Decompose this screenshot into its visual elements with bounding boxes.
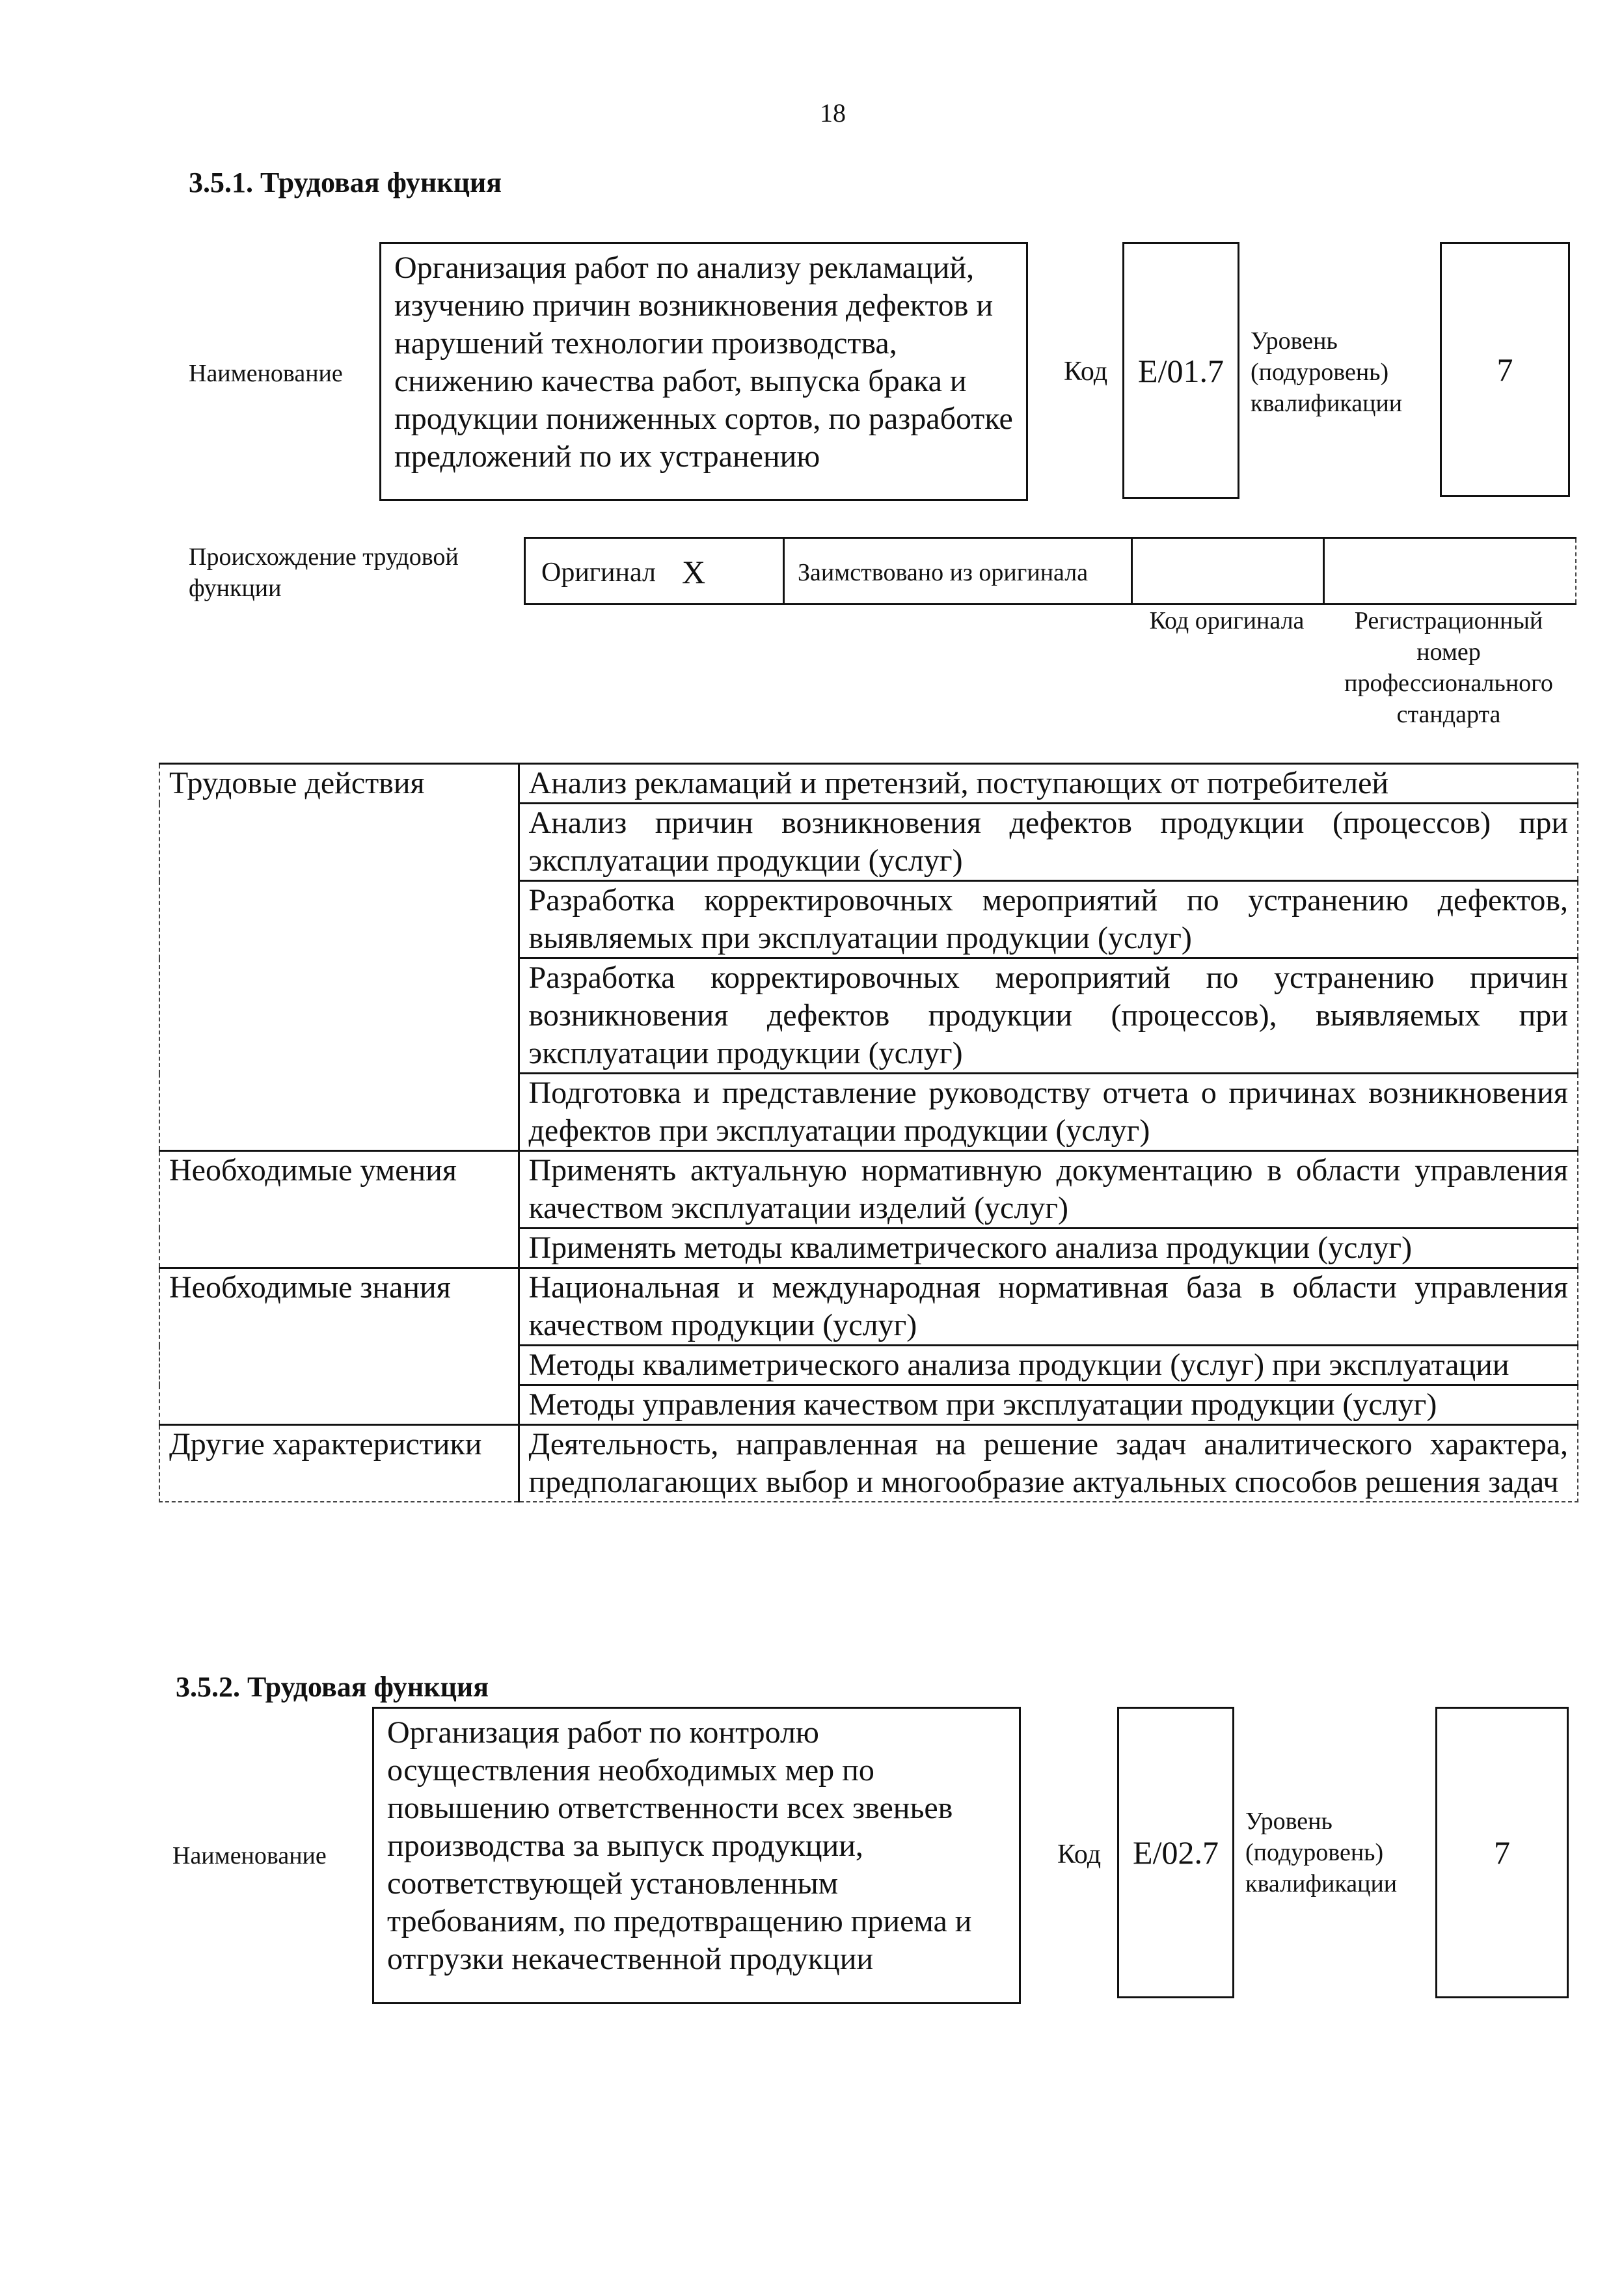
row-header-skills: Необходимые умения — [159, 1151, 519, 1268]
table-cell: Национальная и международная нормативная база в области управления качеством продукции (услуг) — [519, 1268, 1578, 1346]
function-details-table — [159, 763, 1578, 1502]
origin-label: Происхождение трудовой функции — [189, 543, 459, 602]
level-label-2: Уровень (подуровень) квалификации — [1245, 1808, 1398, 1897]
table-cell: Разработка корректировочных мероприятий по устранению дефектов, выявляемых при эксплуатации продукции (услуг) — [519, 881, 1578, 958]
table-cell: Применять методы квалиметрического анализа продукции (услуг) — [519, 1229, 1578, 1268]
code-value-box-1: E/01.7 — [1122, 242, 1239, 499]
table-cell: Методы управления качеством при эксплуатации продукции (услуг) — [519, 1385, 1578, 1425]
origin-reg-cell — [1325, 539, 1577, 603]
function-name-box-2: Организация работ по контролю осуществления необходимых мер по повышению ответственности всех звеньев производства за выпуск продукции, соответствующей установленным требованиям, по предотвращению приема и отгрузки некачественной продукции — [372, 1707, 1021, 2004]
original-mark: X — [682, 554, 706, 590]
table-cell: Подготовка и представление руководству отчета о причинах возникновения дефектов при эксплуатации продукции (услуг) — [519, 1074, 1578, 1151]
table-cell: Методы квалиметрического анализа продукции (услуг) при эксплуатации — [519, 1346, 1578, 1385]
borrowed-label: Заимствовано из оригинала — [798, 559, 1089, 586]
reg-number-caption: Регистрационный номер профессионального стандарта — [1344, 607, 1553, 728]
table-cell: Анализ рекламаций и претензий, поступающих от потребителей — [519, 764, 1578, 804]
table-row — [159, 764, 1578, 804]
origin-original-cell — [526, 539, 785, 603]
level-value-box-1: 7 — [1440, 242, 1570, 497]
origin-table — [524, 537, 1577, 605]
original-label: Оригинал — [541, 558, 656, 588]
section-title-2: 3.5.2. Трудовая функция — [176, 1671, 489, 1703]
table-row — [159, 1425, 1578, 1502]
table-row — [159, 1268, 1578, 1346]
name-label-2: Наименование — [172, 1842, 327, 1869]
table-row — [159, 1151, 1578, 1229]
table-cell: Разработка корректировочных мероприятий по устранению причин возникновения дефектов продукции (процессов), выявляемых при эксплуатации продукции (услуг) — [519, 958, 1578, 1074]
row-header-knowledge: Необходимые знания — [159, 1268, 519, 1425]
name-label-1: Наименование — [189, 360, 343, 387]
code-original-caption: Код оригинала — [1149, 607, 1305, 634]
level-label-1: Уровень (подуровень) квалификации — [1251, 327, 1403, 417]
origin-code-cell — [1133, 539, 1325, 603]
code-label-2: Код — [1057, 1840, 1102, 1869]
section-title-1: 3.5.1. Трудовая функция — [189, 167, 502, 198]
function-name-box-1: Организация работ по анализу рекламаций, изучению причин возникновения дефектов и нарушений технологии производства, снижению качества работ, выпуска брака и продукции пониженных сортов, по разработке предложений по их устранению — [379, 242, 1028, 501]
row-header-actions: Трудовые действия — [159, 764, 519, 1151]
table-cell: Применять актуальную нормативную документацию в области управления качеством эксплуатации изделий (услуг) — [519, 1151, 1578, 1229]
table-cell: Анализ причин возникновения дефектов продукции (процессов) при эксплуатации продукции (услуг) — [519, 804, 1578, 881]
code-value-box-2: E/02.7 — [1117, 1707, 1234, 1998]
row-header-other: Другие характеристики — [159, 1425, 519, 1502]
level-value-box-2: 7 — [1435, 1707, 1569, 1998]
table-cell: Деятельность, направленная на решение задач аналитического характера, предполагающих выбор и многообразие актуальных способов решения задач — [519, 1425, 1578, 1502]
code-label-1: Код — [1064, 357, 1108, 387]
origin-borrowed-cell — [785, 539, 1133, 603]
page-number: 18 — [820, 98, 846, 128]
